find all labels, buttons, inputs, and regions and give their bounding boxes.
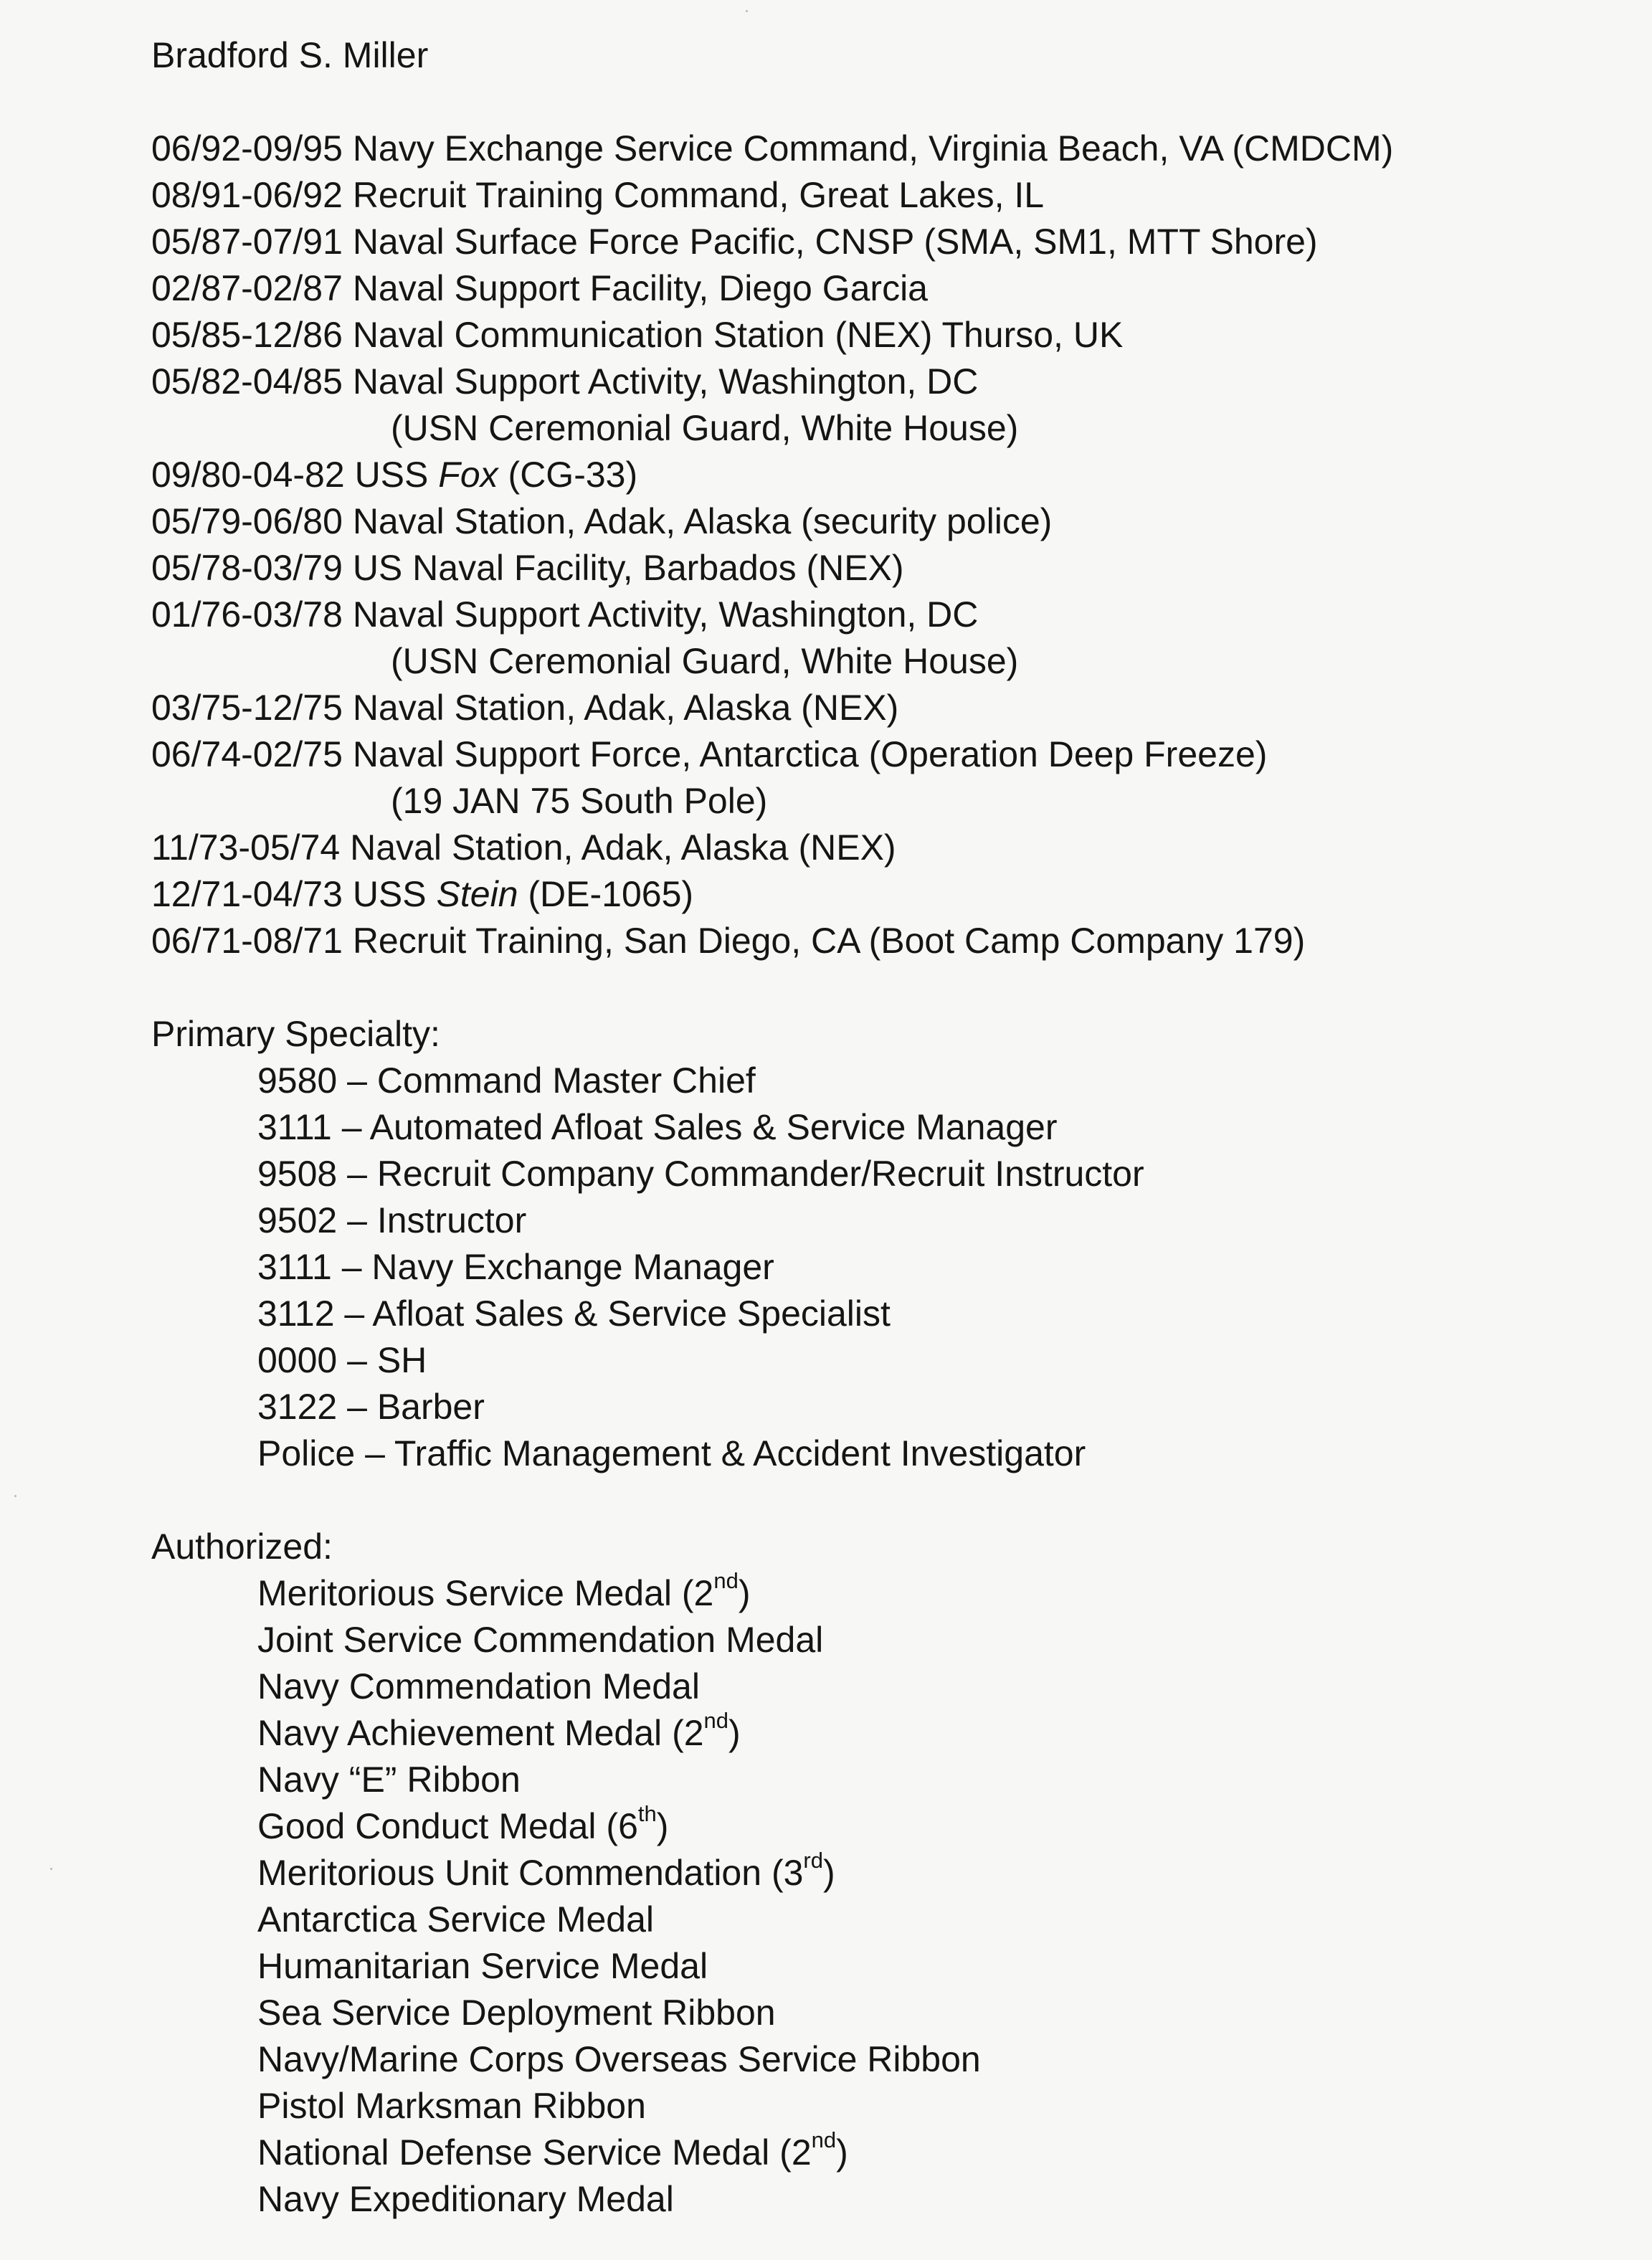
service-entry <box>151 267 928 310</box>
specialty-item: 9508 – Recruit Company Commander/Recruit Instructor <box>257 1154 1144 1194</box>
service-text: Naval Support Activity, Washington, DC <box>352 361 979 402</box>
service-text: Naval Support Force, Antarctica (Operation Deep Freeze) <box>352 734 1268 774</box>
service-dates: 08/91-06/92 <box>151 175 343 215</box>
specialty-heading: Primary Specialty: <box>151 1014 440 1054</box>
service-dates: 09/80-04-82 <box>151 455 345 495</box>
award-name: Antarctica Service Medal <box>257 1899 655 1939</box>
award-item: Meritorious Service Medal (2nd) <box>257 1568 751 1613</box>
service-entry <box>151 826 896 869</box>
specialty-item: 0000 – SH <box>257 1340 427 1380</box>
award-name: Sea Service Deployment Ribbon <box>257 1993 776 2033</box>
award-name: Humanitarian Service Medal <box>257 1946 708 1986</box>
award-count: 3 <box>783 1853 804 1893</box>
service-dates: 06/92-09/95 <box>151 128 343 168</box>
service-dates: 12/71-04/73 <box>151 874 343 914</box>
award-item: Good Conduct Medal (6th) <box>257 1801 669 1846</box>
service-dates: 05/85-12/86 <box>151 315 343 355</box>
award-name: Pistol Marksman Ribbon <box>257 2086 646 2126</box>
service-dates: 05/87-07/91 <box>151 222 343 262</box>
service-entry <box>151 360 978 403</box>
award-item <box>257 2084 646 2127</box>
award-name: Navy Expeditionary Medal <box>257 2179 674 2219</box>
award-item: Navy Achievement Medal (2nd) <box>257 1708 741 1753</box>
service-entry <box>151 313 1123 356</box>
service-entry <box>151 919 1305 962</box>
award-item <box>257 1618 823 1661</box>
award-item <box>257 1665 700 1708</box>
service-entry <box>151 127 1393 170</box>
service-text: Naval Station, Adak, Alaska (NEX) <box>350 827 896 868</box>
award-ordinal: rd <box>803 1848 823 1874</box>
service-text: Naval Support Activity, Washington, DC <box>352 594 979 635</box>
ship-hull-number: (DE-1065) <box>528 874 694 914</box>
service-entry <box>151 686 898 729</box>
award-item <box>257 1945 708 1988</box>
service-continuation: (USN Ceremonial Guard, White House) <box>391 641 1019 681</box>
service-entry <box>151 593 978 636</box>
specialty-item: 3111 – Navy Exchange Manager <box>257 1247 774 1287</box>
service-dates: 06/74-02/75 <box>151 734 343 774</box>
award-item <box>257 2178 674 2221</box>
award-name: Navy Commendation Medal <box>257 1666 700 1706</box>
person-name: Bradford S. Miller <box>151 35 429 75</box>
service-continuation: (USN Ceremonial Guard, White House) <box>391 408 1019 448</box>
scan-speck <box>50 1868 52 1870</box>
award-name: Joint Service Commendation Medal <box>257 1620 824 1660</box>
award-ordinal: nd <box>703 1708 729 1734</box>
service-dates: 01/76-03/78 <box>151 594 343 635</box>
ship-name: Stein <box>436 874 518 914</box>
award-item: National Defense Service Medal (2nd) <box>257 2127 848 2173</box>
service-text: Recruit Training Command, Great Lakes, IL <box>352 175 1045 215</box>
service-dates: 05/82-04/85 <box>151 361 343 402</box>
scan-speck <box>14 1495 16 1497</box>
award-item <box>257 1758 521 1801</box>
award-item <box>257 1991 776 2034</box>
service-entry <box>151 733 1267 776</box>
service-entry <box>151 546 904 589</box>
service-text: Naval Surface Force Pacific, CNSP (SMA, SM1, MTT Shore) <box>352 222 1318 262</box>
service-entry <box>151 500 1052 543</box>
award-name: Good Conduct Medal <box>257 1806 597 1846</box>
specialty-item: 3122 – Barber <box>257 1387 485 1427</box>
award-name: Navy Achievement Medal <box>257 1713 663 1753</box>
service-entry <box>151 453 637 496</box>
award-count: 6 <box>618 1806 638 1846</box>
service-entry <box>151 174 1044 217</box>
award-name: Meritorious Service Medal <box>257 1573 672 1613</box>
award-count: 2 <box>693 1573 714 1613</box>
service-text: Naval Station, Adak, Alaska (NEX) <box>352 688 899 728</box>
award-ordinal: nd <box>811 2127 837 2153</box>
service-entry <box>151 873 693 916</box>
award-ordinal: th <box>637 1801 657 1827</box>
service-dates: 11/73-05/74 <box>151 827 341 868</box>
service-text: Recruit Training, San Diego, CA (Boot Camp Company 179) <box>352 921 1306 961</box>
specialty-item: 9502 – Instructor <box>257 1200 527 1240</box>
award-count: 2 <box>683 1713 704 1753</box>
service-continuation: (19 JAN 75 South Pole) <box>391 781 768 821</box>
service-dates: 06/71-08/71 <box>151 921 343 961</box>
ship-hull-number: (CG-33) <box>508 455 638 495</box>
award-name: Meritorious Unit Commendation <box>257 1853 762 1893</box>
award-item <box>257 2038 981 2081</box>
service-dates: 05/78-03/79 <box>151 548 343 588</box>
service-dates: 03/75-12/75 <box>151 688 343 728</box>
service-dates: 02/87-02/87 <box>151 268 343 308</box>
service-text: Naval Communication Station (NEX) Thurso, UK <box>352 315 1124 355</box>
award-name: National Defense Service Medal <box>257 2132 770 2173</box>
award-name: Navy/Marine Corps Overseas Service Ribbon <box>257 2039 981 2079</box>
award-ordinal: nd <box>713 1568 739 1594</box>
service-text: Naval Station, Adak, Alaska (security police) <box>352 501 1053 541</box>
specialty-item: 9580 – Command Master Chief <box>257 1060 756 1101</box>
authorized-heading: Authorized: <box>151 1527 333 1567</box>
award-item <box>257 1898 654 1941</box>
service-text: Navy Exchange Service Command, Virginia Beach, VA (CMDCM) <box>352 128 1394 168</box>
ship-name: Fox <box>438 455 498 495</box>
specialty-item: 3112 – Afloat Sales & Service Specialist <box>257 1293 891 1334</box>
service-dates: 05/79-06/80 <box>151 501 343 541</box>
ship-prefix: USS <box>352 874 427 914</box>
scan-speck <box>746 10 748 12</box>
specialty-item: 3111 – Automated Afloat Sales & Service Manager <box>257 1107 1058 1147</box>
specialty-item: Police – Traffic Management & Accident Investigator <box>257 1433 1086 1473</box>
ship-prefix: USS <box>354 455 429 495</box>
award-name: Navy “E” Ribbon <box>257 1760 521 1800</box>
award-count: 2 <box>791 2132 812 2173</box>
service-text: Naval Support Facility, Diego Garcia <box>352 268 928 308</box>
service-entry <box>151 220 1318 263</box>
service-text: US Naval Facility, Barbados (NEX) <box>352 548 904 588</box>
award-item: Meritorious Unit Commendation (3rd) <box>257 1848 835 1893</box>
